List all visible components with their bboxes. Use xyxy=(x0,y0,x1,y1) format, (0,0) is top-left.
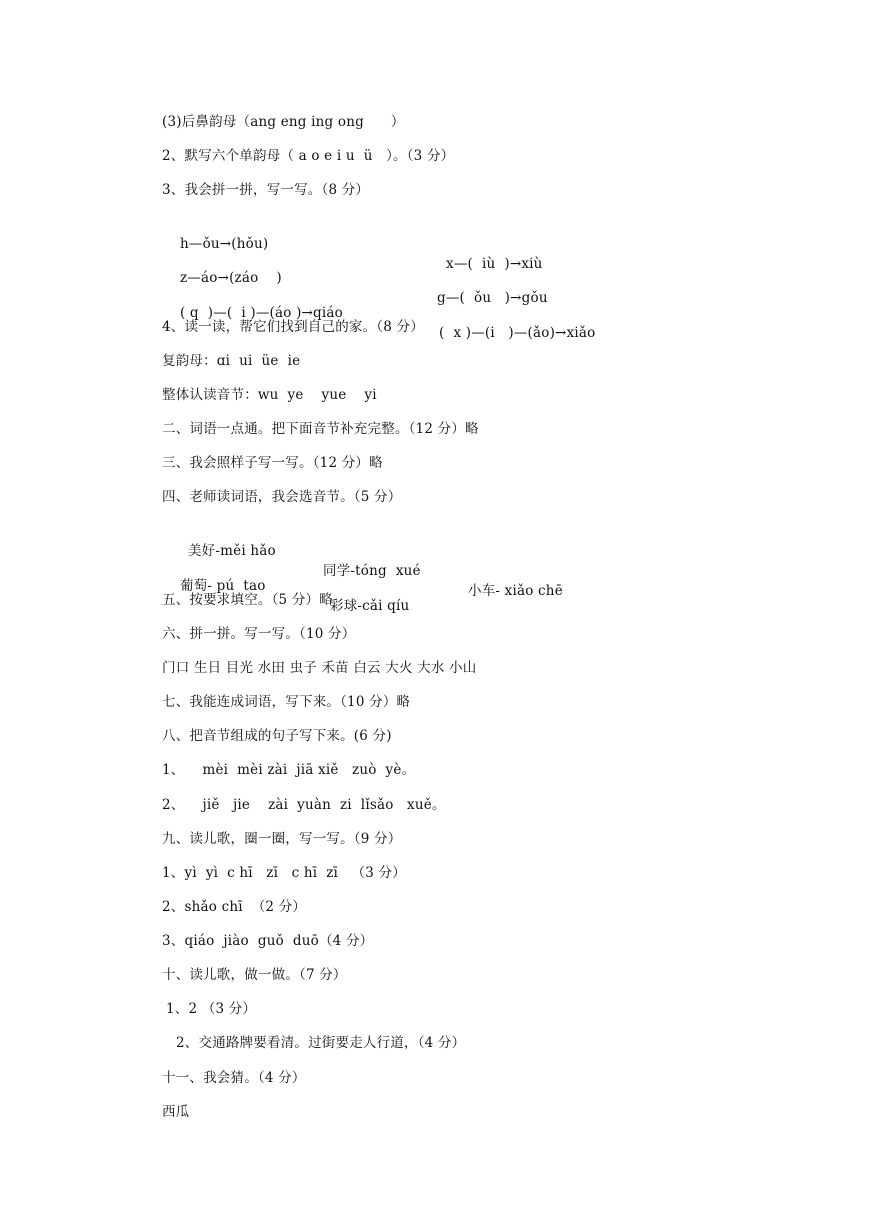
word-xiaoche: 小车- xiǎo chē xyxy=(468,583,563,599)
section-11-answer: 西瓜 xyxy=(162,1104,190,1120)
section-10-item-1: 1、2 （3 分） xyxy=(166,1001,257,1017)
q2-single-finals: 2、默写六个单韵母（ a o e i u ü ）。（3 分） xyxy=(162,148,455,164)
q3-row1-left: h—ǒu→(hǒu) xyxy=(179,236,269,252)
section-11-heading: 十一、我会猜。（4 分） xyxy=(162,1070,306,1086)
q3-row3-right: ( x )—(i )—(ǎo)→xiǎo xyxy=(439,325,596,341)
compound-finals-line: 复韵母：ɑi ui üe ie xyxy=(162,353,301,369)
back-nasal-finals-line: (3)后鼻韵母（ang eng ing ong ） xyxy=(162,114,405,130)
section-5-heading: 五、按要求填空。（5 分）略 xyxy=(162,592,333,608)
section-7-heading: 七、我能连成词语，写下来。（10 分）略 xyxy=(162,694,411,710)
q3-row1-right: x—( iù )→xiù xyxy=(446,256,543,272)
section-10-item-2: 2、交通路牌要看清。过街要走人行道，（4 分） xyxy=(176,1035,466,1051)
section-6-words: 门口 生日 目光 水田 虫子 禾苗 白云 大火 大水 小山 xyxy=(162,660,477,676)
section-6-heading: 六、拼一拼。写一写。（10 分） xyxy=(162,626,356,642)
section-8-sentence-1: 1、 mèi mèi zài jiā xiě zuò yè。 xyxy=(162,762,416,778)
whole-syllables-line: 整体认读音节：wu ye yue yi xyxy=(162,387,377,403)
q3-heading: 3、我会拼一拼，写一写。（8 分） xyxy=(162,182,370,198)
section-9-heading: 九、读儿歌，圈一圈，写一写。（9 分） xyxy=(162,831,402,847)
section-4-heading: 四、老师读词语，我会选音节。（5 分） xyxy=(162,489,402,505)
word-caiqiu: 彩球-cǎi qíu xyxy=(330,598,410,614)
section-9-item-3: 3、qiáo jiào guǒ duō（4 分） xyxy=(162,933,374,949)
section-8-heading: 八、把音节组成的句子写下来。(6 分) xyxy=(162,728,392,744)
section-9-item-1: 1、yì yì c hī zī c hī zī （3 分） xyxy=(162,865,406,881)
section-8-sentence-2: 2、 jiě jie zài yuàn zi lǐsǎo xuě。 xyxy=(162,797,446,813)
word-tongxue: 同学-tóng xué xyxy=(323,563,421,579)
word-putao: 葡萄- pú tao xyxy=(179,578,266,594)
q3-row2-left: z—áo→(záo ) xyxy=(179,270,282,286)
section-9-item-2: 2、shǎo chī （2 分） xyxy=(162,899,307,915)
word-meihao: 美好-měi hǎo xyxy=(187,543,276,559)
q4-heading: 4、读一读，帮它们找到自己的家。（8 分） xyxy=(162,319,424,335)
section-10-heading: 十、读儿歌，做一做。（7 分） xyxy=(162,967,347,983)
section-2-heading: 二、词语一点通。把下面音节补充完整。（12 分）略 xyxy=(162,421,479,437)
section-3-heading: 三、我会照样子写一写。（12 分）略 xyxy=(162,455,383,471)
q3-row3-left: ( q )—( i )—(áo )→qiáo xyxy=(179,305,343,321)
q3-row2-right: g—( ǒu )→gǒu xyxy=(437,290,548,306)
